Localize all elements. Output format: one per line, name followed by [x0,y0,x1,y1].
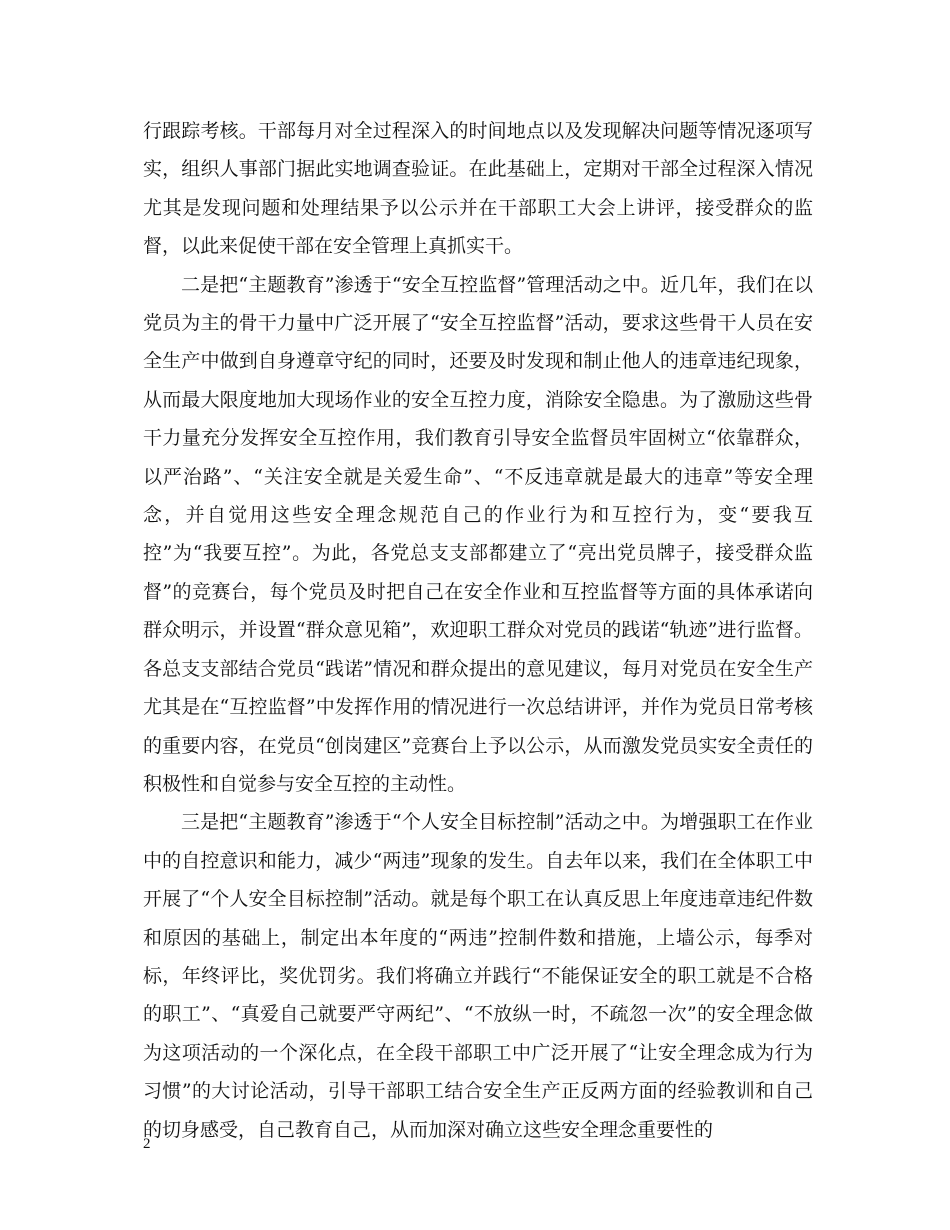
paragraph-1: 行跟踪考核。干部每月对全过程深入的时间地点以及发现解决问题等情况逐项写实，组织人事部门据此实地调查验证。在此基础上，定期对干部全过程深入情况尤其是发现问题和处理结果予以公示并在干部职工大会上讲评，接受群众的监督，以此来促使干部在安全管理上真抓实干。 [143,120,813,258]
body-text [143,112,813,1149]
paragraph-2: 二是把“主题教育”渗透于“安全互控监督”管理活动之中。近几年，我们在以党员为主的骨干力量中广泛开展了“安全互控监督”活动，要求这些骨干人员在安全生产中做到自身遵章守纪的同时，还要及时发现和制止他人的违章违纪现象，从而最大限度地加大现场作业的安全互控力度，消除安全隐患。为了激励这些骨干力量充分发挥安全互控作用，我们教育引导安全监督员牢固树立“依靠群众，以严治路”、“关注安全就是关爱生命”、“不反违章就是最大的违章”等安全理念，并自觉用这些安全理念规范自己的作业行为和互控行为，变“要我互控”为“我要互控”。为此，各党总支支部都建立了“亮出党员牌子，接受群众监督”的竞赛台，每个党员及时把自己在安全作业和互控监督等方面的具体承诺向群众明示，并设置“群众意见箱”，欢迎职工群众对党员的践诺“轨迹”进行监督。各总支支部结合党员“践诺”情况和群众提出的意见建议，每月对党员在安全生产尤其是在“互控监督”中发挥作用的情况进行一次总结讲评，并作为党员日常考核的重要内容，在党员“创岗建区”竞赛台上予以公示，从而激发党员实安全责任的积极性和自觉参与安全互控的主动性。 [143,273,813,795]
page-number: 2 [143,1136,151,1152]
paragraph-3: 三是把“主题教育”渗透于“个人安全目标控制”活动之中。为增强职工在作业中的自控意识和能力，减少“两违”现象的发生。自去年以来，我们在全体职工中开展了“个人安全目标控制”活动。就是每个职工在认真反思上年度违章违纪件数和原因的基础上，制定出本年度的“两违”控制件数和措施，上墙公示，每季对标，年终评比，奖优罚劣。我们将确立并践行“不能保证安全的职工就是不合格的职工”、“真爱自己就要严守两纪”、“不放纵一时，不疏忽一次”的安全理念做为这项活动的一个深化点，在全段干部职工中广泛开展了“让安全理念成为行为习惯”的大讨论活动，引导干部职工结合安全生产正反两方面的经验教训和自己的切身感受，自己教育自己，从而加深对确立这些安全理念重要性的 [143,811,813,1141]
